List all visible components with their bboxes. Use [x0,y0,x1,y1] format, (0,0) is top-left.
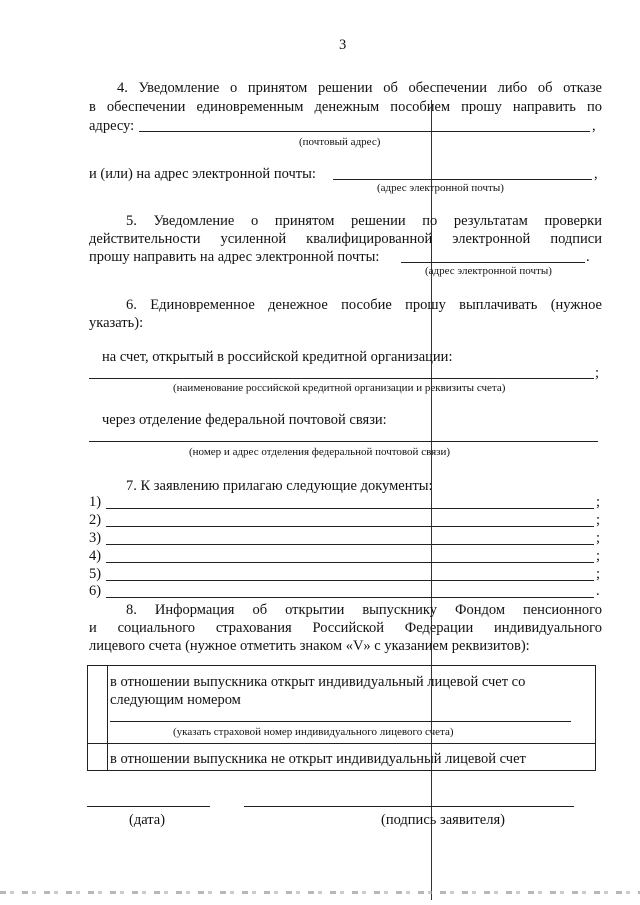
doc-item-num: 1) [89,494,102,510]
s5-email-caption: (адрес электронной почты) [425,265,552,277]
s7-title: 7. К заявлению прилагаю следующие документы: [126,478,433,494]
doc-item-end: ; [596,566,601,582]
doc-item-end: ; [596,512,601,528]
s4-address-label: адресу: [89,118,135,134]
doc-item-field[interactable] [106,562,594,563]
post-office-field[interactable] [89,441,598,442]
s5-line2: действительности усиленной квалифицированной электронной подписи [89,231,602,247]
s6-post-label: через отделение федеральной почтовой связи: [102,412,387,428]
option-opened-checkbox[interactable] [88,666,107,743]
s6-line2: указать): [89,315,144,331]
option-not-opened-checkbox[interactable] [88,744,107,770]
date-caption: (дата) [129,812,166,828]
snils-caption: (указать страховой номер индивидуального лицевого счета) [173,726,454,738]
doc-item-field[interactable] [106,597,594,598]
doc-item-end: . [596,583,600,599]
s6-account-end: ; [595,365,600,381]
doc-item-field[interactable] [106,544,594,545]
postal-address-caption: (почтовый адрес) [299,136,381,148]
s8-line1: 8. Информация об открытии выпускнику Фондом пенсионного [126,602,602,618]
s4-email-label: и (или) на адрес электронной почты: [89,166,316,182]
s4-address-end: , [592,118,596,134]
s4-email-caption: (адрес электронной почты) [377,182,504,194]
doc-item-num: 5) [89,566,102,582]
doc-item-end: ; [596,494,601,510]
scan-edge-artifact [0,891,640,894]
page-number: 3 [339,37,347,53]
s8-line2: и социального страхования Российской Федерации индивидуального [89,620,602,636]
s4-email-field[interactable] [333,179,592,180]
postal-address-field[interactable] [139,131,590,132]
s8-line3: лицевого счета (нужное отметить знаком «V» с указанием реквизитов): [89,638,530,654]
table-divider [107,666,108,770]
doc-item-field[interactable] [106,526,594,527]
table-divider [88,743,595,744]
option-opened-line1: в отношении выпускника открыт индивидуальный лицевой счет со [110,674,526,690]
bank-account-field[interactable] [89,378,594,379]
doc-item-num: 3) [89,530,102,546]
doc-item-num: 6) [89,583,102,599]
post-caption: (номер и адрес отделения федеральной почтовой связи) [189,446,451,458]
s6-line1: 6. Единовременное денежное пособие прошу выплачивать (нужное [126,297,602,313]
signature-field[interactable] [244,806,574,807]
s4-line2: в обеспечении единовременным денежным пособием прошу направить по [89,99,602,115]
doc-item-field[interactable] [106,508,594,509]
s5-line3-end: . [586,249,590,265]
s6-account-label: на счет, открытый в российской кредитной организации: [102,349,453,365]
s4-email-end: , [594,166,598,182]
s5-line1: 5. Уведомление о принятом решении по результатам проверки [126,213,602,229]
bank-caption: (наименование российской кредитной организации и реквизиты счета) [173,382,506,394]
date-field[interactable] [87,806,210,807]
doc-item-end: ; [596,548,601,564]
snils-field[interactable] [110,721,571,722]
doc-item-field[interactable] [106,580,594,581]
option-opened-line2: следующим номером [110,692,241,708]
signature-caption: (подпись заявителя) [381,812,505,828]
option-not-opened-text: в отношении выпускника не открыт индивидуальный лицевой счет [110,751,526,767]
s4-line1: 4. Уведомление о принятом решении об обеспечении либо об отказе [117,80,602,96]
doc-item-end: ; [596,530,601,546]
s5-line3: прошу направить на адрес электронной почты: [89,249,380,265]
doc-item-num: 2) [89,512,102,528]
doc-item-num: 4) [89,548,102,564]
s5-email-field[interactable] [401,262,585,263]
